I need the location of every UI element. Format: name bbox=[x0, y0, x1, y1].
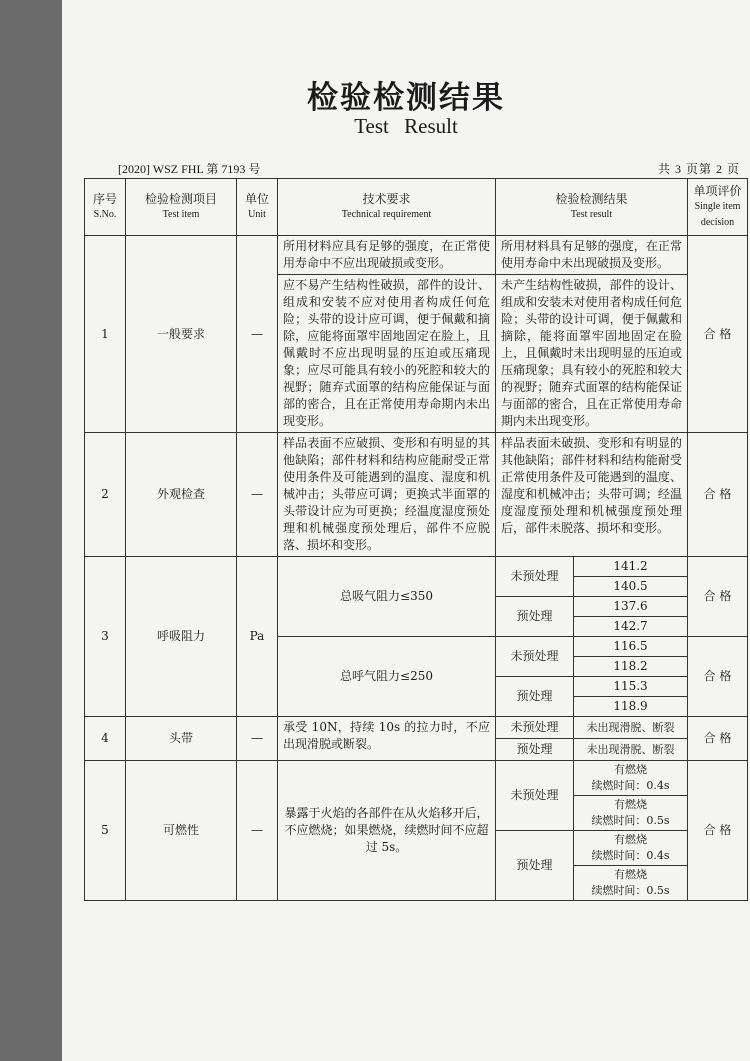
decision-cell: 合 格 bbox=[688, 557, 748, 637]
requirement-cell: 承受 10N，持续 10s 的拉力时，不应出现滑脱或断裂。 bbox=[278, 717, 496, 761]
unit-cell: Pa bbox=[237, 557, 278, 717]
requirement-cell: 暴露于火焰的各部件在从火焰移开后，不应燃烧；如果燃烧，续燃时间不应超过 5s。 bbox=[278, 761, 496, 901]
value-cell: 118.9 bbox=[574, 697, 688, 717]
value-cell: 142.7 bbox=[574, 617, 688, 637]
table-header-row bbox=[85, 179, 748, 236]
page-subtitle: Test Result bbox=[354, 114, 458, 138]
item-cell: 外观检查 bbox=[126, 433, 237, 557]
requirement-cell: 总呼气阻力≤250 bbox=[278, 637, 496, 717]
unit-cell: — bbox=[237, 717, 278, 761]
decision-cell: 合 格 bbox=[688, 236, 748, 433]
condition-cell: 未预处理 bbox=[496, 557, 574, 597]
item-cell: 头带 bbox=[126, 717, 237, 761]
col-requirement: 技术要求 Technical requirement bbox=[278, 179, 496, 236]
requirement-cell: 总吸气阻力≤350 bbox=[278, 557, 496, 637]
table-row bbox=[85, 557, 748, 577]
value-cell: 有燃烧 续燃时间：0.4s bbox=[574, 761, 688, 796]
item-cell: 一般要求 bbox=[126, 236, 237, 433]
table-row bbox=[85, 761, 748, 796]
col-unit: 单位 Unit bbox=[237, 179, 278, 236]
value-cell: 137.6 bbox=[574, 597, 688, 617]
value-cell: 未出现滑脱、断裂 bbox=[574, 739, 688, 761]
result-cell: 所用材料具有足够的强度，在正常使用寿命中未出现破损及变形。 bbox=[496, 236, 688, 275]
value-cell: 141.2 bbox=[574, 557, 688, 577]
unit-cell: — bbox=[237, 433, 278, 557]
sn-cell: 5 bbox=[85, 761, 126, 901]
value-cell: 未出现滑脱、断裂 bbox=[574, 717, 688, 739]
condition-cell: 预处理 bbox=[496, 677, 574, 717]
item-cell: 可燃性 bbox=[126, 761, 237, 901]
sn-cell: 4 bbox=[85, 717, 126, 761]
requirement-cell: 样品表面不应破损、变形和有明显的其他缺陷；部件材料和结构应能耐受正常使用条件及可能遇到的温度、湿度和机械冲击；头带应可调；更换式半面罩的头带设计应为可更换；经温度湿度预处理和机械强度预处理后，部件不应脱落、损坏和变形。 bbox=[278, 433, 496, 557]
page-title: 检验检测结果 bbox=[307, 80, 505, 116]
condition-cell: 未预处理 bbox=[496, 761, 574, 831]
table-row bbox=[85, 433, 748, 557]
requirement-cell: 应不易产生结构性破损，部件的设计、组成和安装不应对使用者构成任何危险；头带的设计应可调，便于佩戴和摘除，应能将面罩牢固地固定在脸上，且佩戴时不应出现明显的压迫或压痛现象；应尽可能具有较小的死腔和较大的视野；随弃式面罩的结构应能保证与面部的密合，且在正常使用寿命期内未出现变形。 bbox=[278, 275, 496, 433]
value-cell: 有燃烧 续燃时间：0.4s bbox=[574, 831, 688, 866]
col-sn: 序号 S.No. bbox=[85, 179, 126, 236]
col-item: 检验检测项目 Test item bbox=[126, 179, 237, 236]
decision-cell: 合 格 bbox=[688, 433, 748, 557]
decision-cell: 合 格 bbox=[688, 761, 748, 901]
condition-cell: 未预处理 bbox=[496, 717, 574, 739]
sn-cell: 1 bbox=[85, 236, 126, 433]
sn-cell: 3 bbox=[85, 557, 126, 717]
result-table bbox=[84, 178, 748, 901]
value-cell: 115.3 bbox=[574, 677, 688, 697]
condition-cell: 未预处理 bbox=[496, 637, 574, 677]
table-row bbox=[85, 236, 748, 275]
condition-cell: 预处理 bbox=[496, 739, 574, 761]
unit-cell: — bbox=[237, 236, 278, 433]
col-decision: 单项评价 Single item decision bbox=[688, 179, 748, 236]
requirement-cell: 所用材料应具有足够的强度，在正常使用寿命中不应出现破损或变形。 bbox=[278, 236, 496, 275]
decision-cell: 合 格 bbox=[688, 637, 748, 717]
value-cell: 有燃烧 续燃时间：0.5s bbox=[574, 866, 688, 901]
condition-cell: 预处理 bbox=[496, 831, 574, 901]
table-row bbox=[85, 717, 748, 739]
condition-cell: 预处理 bbox=[496, 597, 574, 637]
col-result: 检验检测结果 Test result bbox=[496, 179, 688, 236]
value-cell: 116.5 bbox=[574, 637, 688, 657]
page-indicator: 共 3 页第 2 页 bbox=[657, 162, 740, 176]
result-cell: 样品表面未破损、变形和有明显的其他缺陷；部件材料和结构能耐受正常使用条件及可能遇到的温度、湿度和机械冲击；头带可调；经温度湿度预处理和机械强度预处理后，部件未脱落、损坏和变形。 bbox=[496, 433, 688, 557]
decision-cell: 合 格 bbox=[688, 717, 748, 761]
value-cell: 118.2 bbox=[574, 657, 688, 677]
result-cell: 未产生结构性破损，部件的设计、组成和安装未对使用者构成任何危险；头带的设计可调，便于佩戴和摘除，能将面罩牢固地固定在脸上，且佩戴时未出现明显的压迫或压痛现象；具有较小的死腔和较大的视野；随弃式面罩的结构能保证与面部的密合，且在正常使用寿命期内未出现变形。 bbox=[496, 275, 688, 433]
unit-cell: — bbox=[237, 761, 278, 901]
value-cell: 有燃烧 续燃时间：0.5s bbox=[574, 796, 688, 831]
sn-cell: 2 bbox=[85, 433, 126, 557]
item-cell: 呼吸阻力 bbox=[126, 557, 237, 717]
value-cell: 140.5 bbox=[574, 577, 688, 597]
report-number: [2020] WSZ FHL 第 7193 号 bbox=[118, 162, 261, 176]
